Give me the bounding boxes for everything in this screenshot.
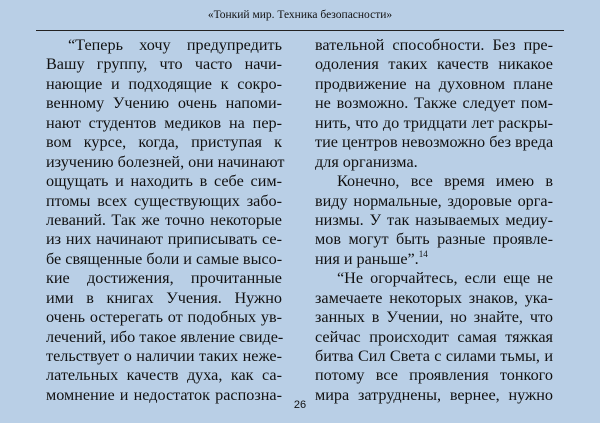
text-line: “Не огорчайтесь, если еще не [337,269,553,288]
left-column [46,36,285,405]
text-line: кие достижения, прочитанные [46,269,282,288]
text-line: занных в Учении, но знайте, что [315,308,553,327]
text-line: ими в книгах Учения. Нужно [46,288,282,307]
text-line: нить, что до тридцати лет раскры- [315,113,553,132]
text-line: вательной способности. Без пре- [315,36,553,54]
running-header: «Тонкий мир. Техника безопасности» [207,9,393,21]
text-line: ощущать и находить в себе сим- [46,172,282,191]
text-line: тельствует о наличии таких неже- [46,347,282,365]
text-line: низмы. У так называемых медиу- [315,210,553,229]
text-line: продвижение на духовном плане [315,74,553,93]
text-line: сейчас происходит самая тяжкая [315,327,553,346]
text-line: из них начинают приписывать се- [46,230,282,249]
header-rule [36,30,564,31]
text-line: виду нормальные, здоровые орга- [315,191,553,210]
text-line: битва Сил Света с силами тьмы, и [315,347,553,365]
text-line: “Теперь хочу предупредить [68,36,282,54]
text-line: одоления таких качеств никакое [315,55,553,74]
text-line: леваний. Так же точно некоторые [46,210,282,229]
text-line: мов могут быть разные проявле- [315,230,553,249]
text-line: момнение и недостаток распозна- [46,385,282,404]
text-line: вом курсе, когда, приступая к [46,133,282,152]
text-line: Конечно, все время имею в [337,172,553,191]
text-line: нают студентов медиков на пер- [46,113,282,132]
text-line: мира затруднены, вернее, нужно [315,385,553,404]
text-line: Вашу группу, что часто начи- [46,55,282,74]
text-line: тие центров невозможно без вреда [315,133,554,152]
text-line: лечений, ибо такое явление свиде- [46,327,284,346]
text-line: для организма. [315,152,418,171]
text-line: потому все проявления тонкого [315,366,553,385]
page-number: 26 [293,399,307,411]
text-line: замечаете некоторых знаков, ука- [315,288,553,307]
text-line: не возможно. Также следует пом- [315,94,553,113]
text-line [315,250,553,269]
text-line: изучению болезней, они начинают [46,152,285,171]
text-line: нающие и подходящие к сокро- [46,74,282,93]
text-line: птомы всех существующих забо- [46,191,282,210]
text-line: лательных качеств духа, как са- [46,366,282,385]
text-line-content: ния и раньше”. [315,249,419,268]
text-line: очень остерегать от подобных ув- [46,308,282,327]
footnote-reference[interactable]: 14 [418,248,428,259]
text-line: венному Учению очень напоми- [46,94,282,113]
right-column [315,36,553,405]
text-line: бе священные боли и самые высо- [46,249,283,268]
